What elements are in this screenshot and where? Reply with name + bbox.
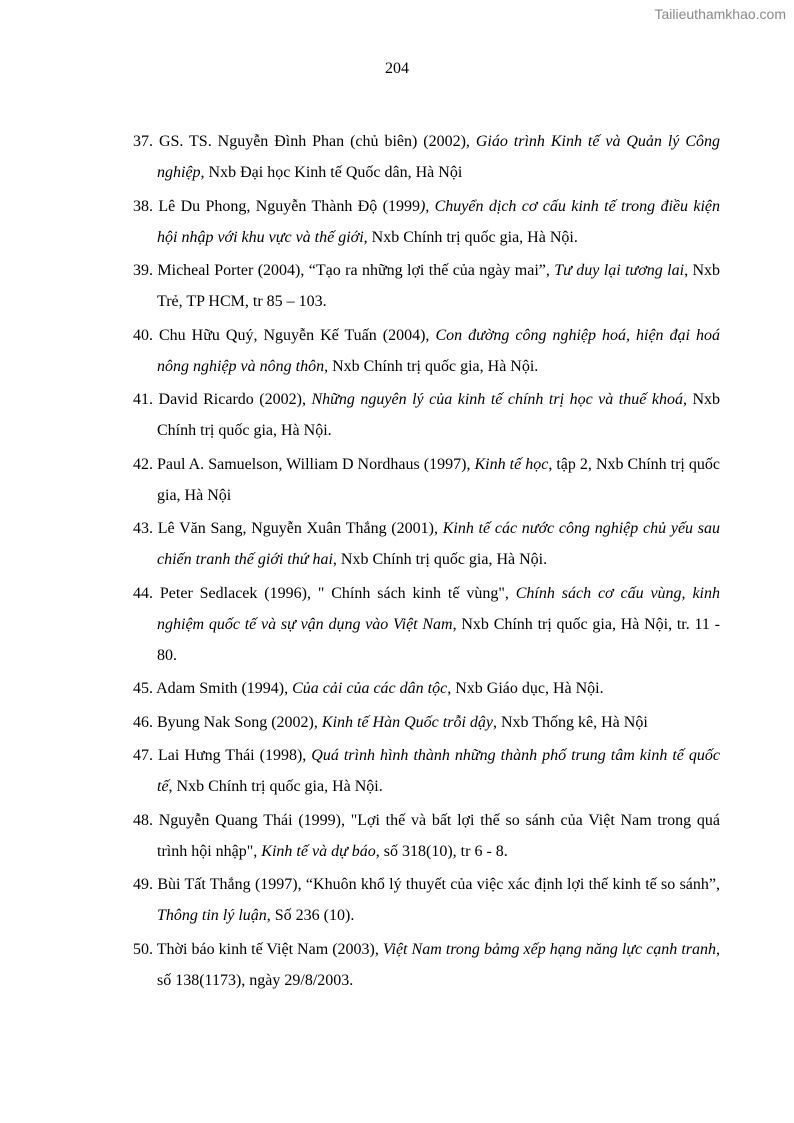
reference-title: Kinh tế Hàn Quốc trỗi dậy (321, 713, 493, 731)
reference-title: Thông tin lý luận (157, 907, 267, 924)
reference-item (133, 320, 720, 382)
reference-text: Byung Nak Song (2002), (157, 713, 322, 731)
page-number: 204 (385, 60, 409, 77)
reference-title: Kinh tế học (474, 455, 549, 473)
reference-text: Lê Du Phong, Nguyễn Thành Độ (1999 (158, 197, 420, 215)
reference-title: Việt Nam trong bảmg xếp hạng năng lực cạnh tranh (382, 940, 717, 958)
reference-item (133, 126, 720, 188)
reference-text: Nxb Chính trị quốc gia, Hà Nội. (157, 391, 721, 439)
reference-number: 50. (133, 940, 153, 958)
reference-text: , Nxb Chính trị quốc gia, Hà Nội. (324, 357, 539, 375)
reference-text: David Ricardo (2002), (158, 391, 312, 408)
reference-text: Paul A. Samuelson, William D Nordhaus (1997), (157, 455, 475, 473)
reference-text: Thời báo kinh tế Việt Nam (2003), (156, 940, 383, 958)
reference-title: Của cải của các dân tộc (292, 680, 448, 697)
reference-text: Lai Hưng Thái (1998), (158, 747, 312, 764)
reference-item (133, 805, 720, 867)
reference-title: Quá trình hình thành những thành phố trung tâm kinh tế quốc tế (157, 747, 721, 795)
reference-text: Peter Sedlacek (1996), " Chính sách kinh tế vùng", (159, 584, 516, 602)
reference-text: , số 318(10), tr 6 - 8. (375, 842, 508, 860)
reference-number: 40. (133, 326, 153, 344)
reference-number: 49. (133, 876, 153, 893)
reference-text: , tập 2, Nxb Chính trị quốc gia, Hà Nội (157, 455, 721, 504)
reference-text: GS. TS. Nguyễn Đình Phan (chủ biên) (2002), (158, 133, 476, 150)
reference-item (133, 578, 720, 671)
reference-text: , Số 236 (10). (266, 907, 355, 924)
reference-text: , Nxb Chính trị quốc gia, Hà Nội. (168, 778, 383, 795)
reference-item (133, 191, 720, 253)
reference-number: 38. (133, 197, 153, 215)
reference-title: Tư duy lại tương lai (554, 262, 685, 279)
reference-text: , Nxb Trẻ, TP HCM, tr 85 – 103. (157, 262, 721, 310)
reference-list (133, 126, 720, 998)
reference-title: Những nguyên lý của kinh tế chính trị học và thuế khoá, (311, 391, 687, 408)
reference-item (133, 673, 720, 704)
reference-number: 42. (133, 455, 153, 473)
reference-text: , Nxb Chính trị quốc gia, Hà Nội, tr. 11 - 80. (157, 615, 721, 664)
reference-text: Bùi Tất Thắng (1997), “Khuôn khổ lý thuyết của việc xác định lợi thế kinh tế so sánh”, (157, 876, 721, 893)
reference-number: 47. (133, 747, 153, 764)
reference-number: 48. (133, 811, 153, 829)
reference-number: 43. (133, 520, 153, 537)
reference-title: Giáo trình Kinh tế và Quản lý Công nghiệp, (157, 133, 721, 181)
reference-title: Chính sách cơ cấu vùng, kinh nghiệm quốc tế và sự vận dụng vào Việt Nam (157, 584, 720, 633)
reference-title: , Kinh tế và dự báo (253, 842, 376, 860)
reference-item (133, 934, 720, 996)
reference-text: Nguyễn Quang Thái (1999), "Lợi thế và bất lợi thế so sánh của Việt Nam trong quá trình hội nhập" (157, 811, 720, 860)
reference-item (133, 449, 720, 511)
reference-title: Con đường công nghiệp hoá, hiện đại hoá nông nghiệp và nông thôn (157, 326, 721, 375)
reference-text: Chu Hữu Quý, Nguyễn Kế Tuấn (2004), (159, 326, 436, 344)
reference-text: Adam Smith (1994), (156, 680, 293, 697)
reference-text: Nxb Đại học Kinh tế Quốc dân, Hà Nội (204, 164, 463, 181)
reference-number: 39. (133, 262, 153, 279)
reference-text: , Nxb Thống kê, Hà Nội (492, 713, 648, 731)
reference-text: Nxb Chính trị quốc gia, Hà Nội. (367, 228, 578, 246)
reference-number: 41. (133, 391, 153, 408)
reference-text: Micheal Porter (2004), “Tạo ra những lợi thế của ngày mai”, (157, 262, 555, 279)
reference-title: Kinh tế các nước công nghiệp chủ yếu sau chiến tranh thế giới thứ hai (157, 520, 721, 568)
reference-text: , số 138(1173), ngày 29/8/2003. (157, 940, 721, 989)
reference-text: , Nxb Chính trị quốc gia, Hà Nội. (332, 551, 548, 568)
reference-text: , Nxb Giáo dục, Hà Nội. (447, 680, 604, 697)
reference-title: ), Chuyển dịch cơ cấu kinh tế trong điều kiện hội nhập với khu vực và thế giới, (157, 197, 721, 246)
reference-number: 37. (133, 133, 153, 150)
reference-item (133, 869, 720, 931)
reference-item (133, 740, 720, 802)
watermark: Tailieuthamkhao.com (654, 6, 786, 22)
reference-number: 44. (133, 584, 153, 602)
reference-item (133, 513, 720, 575)
reference-item (133, 384, 720, 446)
reference-text: Lê Văn Sang, Nguyễn Xuân Thắng (2001), (157, 520, 443, 537)
reference-number: 45. (133, 680, 153, 697)
reference-item (133, 707, 720, 738)
reference-number: 46. (133, 713, 153, 731)
reference-item (133, 255, 720, 317)
